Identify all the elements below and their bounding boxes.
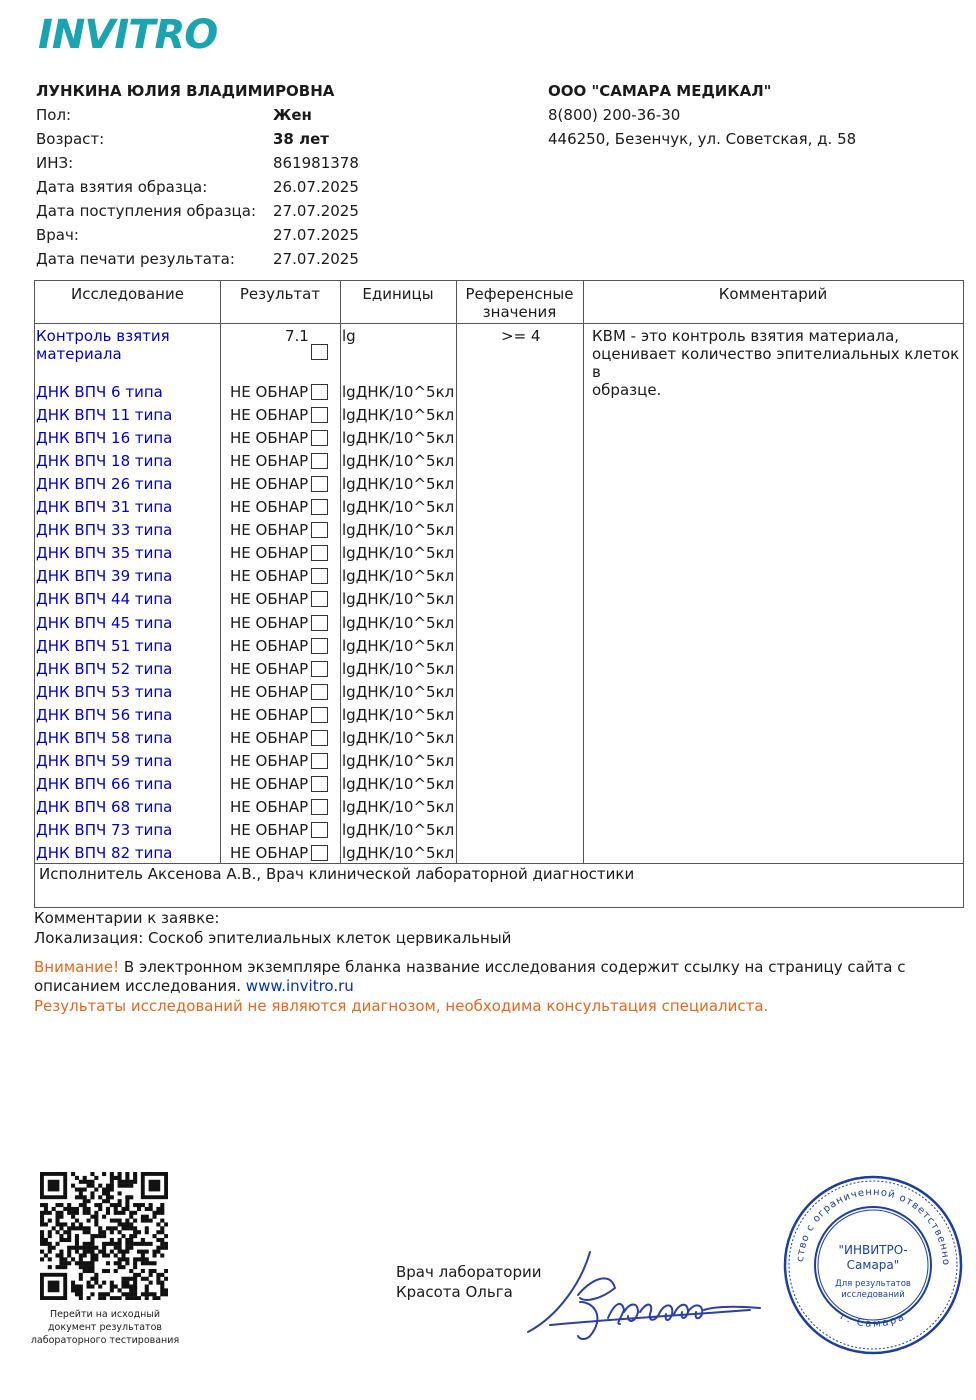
unit-value: lgДНК/10^5кл (342, 797, 455, 816)
table-row (35, 496, 583, 518)
result-checkbox[interactable] (311, 545, 328, 561)
table-row (35, 773, 583, 795)
study-name-link[interactable]: ДНК ВПЧ 33 типа (36, 521, 173, 540)
result-checkbox[interactable] (311, 615, 328, 631)
stamp-line4: исследований (841, 1290, 905, 1300)
field-value-sample-taken: 26.07.2025 (273, 178, 359, 196)
stamp-line1: "ИНВИТРО- (838, 1243, 908, 1257)
invitro-link[interactable]: www.invitro.ru (245, 977, 354, 995)
field-label-print-date: Дата печати результата: (36, 250, 235, 268)
field-label-inz: ИНЗ: (36, 154, 74, 172)
qr-code-image[interactable] (40, 1172, 168, 1300)
result-value: НЕ ОБНАР (230, 659, 309, 678)
table-row (35, 404, 583, 426)
study-name-link[interactable]: ДНК ВПЧ 26 типа (36, 475, 173, 494)
table-row (35, 796, 583, 818)
org-phone: 8(800) 200-36-30 (548, 106, 681, 124)
unit-value: lgДНК/10^5кл (342, 659, 455, 678)
table-row (35, 658, 583, 680)
result-value: НЕ ОБНАР (230, 544, 309, 563)
result-value: НЕ ОБНАР (230, 613, 309, 632)
header-result: Результат (239, 285, 321, 303)
table-row (35, 381, 583, 403)
control-comment-line1: КВМ - это контроль взятия материала, (592, 327, 900, 345)
stamp-city: г. Самара (838, 1311, 908, 1330)
study-name-link[interactable]: ДНК ВПЧ 18 типа (36, 452, 173, 471)
control-result: 7.1 (285, 327, 309, 345)
control-result-checkbox[interactable] (311, 344, 328, 360)
table-row (35, 427, 583, 449)
result-value: НЕ ОБНАР (230, 406, 309, 425)
field-label-age: Возраст: (36, 130, 105, 148)
qr-caption-line2: документ результатов (47, 1322, 163, 1333)
table-row (35, 842, 583, 864)
study-name-link[interactable]: ДНК ВПЧ 58 типа (36, 728, 173, 747)
result-checkbox[interactable] (311, 845, 328, 861)
doctor-name: Красота Ольга (396, 1283, 513, 1301)
unit-value: lgДНК/10^5кл (342, 751, 455, 770)
result-value: НЕ ОБНАР (230, 797, 309, 816)
result-value: НЕ ОБНАР (230, 820, 309, 839)
result-value: НЕ ОБНАР (230, 705, 309, 724)
study-name-link[interactable]: ДНК ВПЧ 68 типа (36, 797, 173, 816)
unit-value: lgДНК/10^5кл (342, 429, 455, 448)
control-comment-line3: образце. (592, 381, 662, 399)
field-value-doctor: 27.07.2025 (273, 226, 359, 244)
doctor-title: Врач лаборатории (396, 1263, 542, 1281)
result-checkbox[interactable] (311, 384, 328, 400)
unit-value: lgДНК/10^5кл (342, 521, 455, 540)
field-value-sex: Жен (273, 106, 312, 124)
result-value: НЕ ОБНАР (230, 636, 309, 655)
table-row (35, 473, 583, 495)
table-row (35, 750, 583, 772)
study-name-link[interactable]: ДНК ВПЧ 39 типа (36, 567, 173, 586)
patient-name: ЛУНКИНА ЮЛИЯ ВЛАДИМИРОВНА (36, 82, 335, 100)
unit-value: lgДНК/10^5кл (342, 682, 455, 701)
comments-title: Комментарии к заявке: (34, 909, 220, 927)
notice-text (34, 958, 964, 996)
unit-value: lgДНК/10^5кл (342, 613, 455, 632)
result-value: НЕ ОБНАР (230, 383, 309, 401)
qr-code[interactable] (40, 1172, 168, 1300)
result-checkbox[interactable] (311, 453, 328, 469)
table-row (35, 704, 583, 726)
field-value-age: 38 лет (273, 130, 329, 148)
control-name[interactable] (36, 327, 170, 363)
unit-value: lgДНК/10^5кл (342, 383, 455, 401)
result-value: НЕ ОБНАР (230, 475, 309, 494)
study-name-link[interactable]: ДНК ВПЧ 35 типа (36, 544, 173, 563)
result-checkbox[interactable] (311, 522, 328, 538)
unit-value: lgДНК/10^5кл (342, 774, 455, 793)
result-checkbox[interactable] (311, 661, 328, 677)
study-name-link[interactable]: ДНК ВПЧ 66 типа (36, 774, 173, 793)
unit-value: lgДНК/10^5кл (342, 498, 455, 517)
result-checkbox[interactable] (311, 799, 328, 815)
header-study: Исследование (71, 285, 184, 303)
unit-value: lgДНК/10^5кл (342, 406, 455, 425)
notice-disclaimer: Результаты исследований не являются диагнозом, необходима консультация специалиста. (34, 997, 769, 1015)
unit-value: lgДНК/10^5кл (342, 544, 455, 563)
results-table (34, 280, 964, 908)
notice-attention: Внимание! (34, 958, 120, 976)
table-row (35, 588, 583, 610)
unit-value: lgДНК/10^5кл (342, 590, 455, 609)
qr-caption-line3: лабораторного тестирования (30, 1335, 180, 1346)
table-row (35, 450, 583, 472)
svg-text:г. Самара (838, 1311, 907, 1330)
header-reference-line2: значения (482, 303, 557, 321)
control-comment (592, 327, 962, 399)
result-value: НЕ ОБНАР (230, 521, 309, 540)
unit-value: lgДНК/10^5кл (342, 475, 455, 494)
table-row (35, 565, 583, 587)
org-address: 446250, Безенчук, ул. Советская, д. 58 (548, 130, 857, 148)
result-checkbox[interactable] (311, 753, 328, 769)
table-row (35, 542, 583, 564)
result-value: НЕ ОБНАР (230, 728, 309, 747)
result-value: НЕ ОБНАР (230, 590, 309, 609)
study-name-link[interactable]: ДНК ВПЧ 59 типа (36, 751, 173, 770)
table-row (35, 635, 583, 657)
unit-value: lgДНК/10^5кл (342, 452, 455, 471)
notice-body: В электронном экземпляре бланка название исследования содержит ссылку на страницу сайта с описанием исследования. (34, 958, 906, 995)
control-name-line2[interactable]: материала (36, 345, 122, 363)
handwritten-signature (520, 1240, 770, 1350)
field-value-print-date: 27.07.2025 (273, 250, 359, 268)
study-name-link[interactable]: ДНК ВПЧ 44 типа (36, 590, 173, 609)
unit-value: lgДНК/10^5кл (342, 844, 455, 862)
control-name-line1[interactable]: Контроль взятия (36, 327, 170, 345)
stamp-line3: Для результатов (835, 1279, 911, 1289)
result-value: НЕ ОБНАР (230, 567, 309, 586)
field-value-sample-received: 27.07.2025 (273, 202, 359, 220)
result-checkbox[interactable] (311, 476, 328, 492)
header-reference-line1: Референсные (465, 285, 574, 303)
field-label-sample-received: Дата поступления образца: (36, 202, 256, 220)
study-name-link[interactable]: ДНК ВПЧ 82 типа (36, 844, 173, 862)
header-units: Единицы (362, 285, 434, 303)
result-value: НЕ ОБНАР (230, 452, 309, 471)
result-value: НЕ ОБНАР (230, 751, 309, 770)
result-checkbox[interactable] (311, 730, 328, 746)
result-checkbox[interactable] (311, 407, 328, 423)
table-row (35, 727, 583, 749)
result-value: НЕ ОБНАР (230, 682, 309, 701)
study-name-link[interactable]: ДНК ВПЧ 73 типа (36, 820, 173, 839)
unit-value: lgДНК/10^5кл (342, 636, 455, 655)
study-name-link[interactable]: ДНК ВПЧ 45 типа (36, 613, 173, 632)
official-stamp (778, 1170, 968, 1360)
stamp-line2: Самара" (846, 1258, 900, 1272)
invitro-logo: INVITRO (38, 12, 218, 58)
unit-value: lgДНК/10^5кл (342, 820, 455, 839)
qr-caption (30, 1308, 180, 1347)
result-checkbox[interactable] (311, 707, 328, 723)
result-checkbox[interactable] (311, 638, 328, 654)
study-name-link[interactable]: ДНК ВПЧ 53 типа (36, 682, 173, 701)
field-value-inz: 861981378 (273, 154, 359, 172)
control-reference: >= 4 (501, 327, 541, 345)
study-name-link[interactable]: ДНК ВПЧ 51 типа (36, 636, 173, 655)
study-name-link[interactable]: ДНК ВПЧ 6 типа (36, 383, 163, 401)
table-row (35, 519, 583, 541)
executor-line: Исполнитель Аксенова А.В., Врач клинической лабораторной диагностики (39, 865, 635, 883)
result-checkbox[interactable] (311, 822, 328, 838)
unit-value: lgДНК/10^5кл (342, 728, 455, 747)
study-name-link[interactable]: ДНК ВПЧ 31 типа (36, 498, 173, 517)
study-name-link[interactable]: ДНК ВПЧ 52 типа (36, 659, 173, 678)
control-unit: lg (342, 327, 356, 345)
table-row (35, 612, 583, 634)
result-checkbox[interactable] (311, 499, 328, 515)
stamp-outer-text: ство с ограниченной ответственно (795, 1186, 952, 1267)
field-label-sex: Пол: (36, 106, 72, 124)
header-comment: Комментарий (718, 285, 828, 303)
result-checkbox[interactable] (311, 684, 328, 700)
result-checkbox[interactable] (311, 430, 328, 446)
result-value: НЕ ОБНАР (230, 774, 309, 793)
result-checkbox[interactable] (311, 591, 328, 607)
study-name-link[interactable]: ДНК ВПЧ 11 типа (36, 406, 173, 425)
study-name-link[interactable]: ДНК ВПЧ 56 типа (36, 705, 173, 724)
study-name-link[interactable]: ДНК ВПЧ 16 типа (36, 429, 173, 448)
org-name: ООО "САМАРА МЕДИКАЛ" (548, 82, 772, 100)
result-checkbox[interactable] (311, 568, 328, 584)
result-value: НЕ ОБНАР (230, 429, 309, 448)
result-value: НЕ ОБНАР (230, 844, 309, 862)
comments-localization: Локализация: Соскоб эпителиальных клеток цервикальный (34, 929, 512, 947)
field-label-sample-taken: Дата взятия образца: (36, 178, 208, 196)
unit-value: lgДНК/10^5кл (342, 705, 455, 724)
unit-value: lgДНК/10^5кл (342, 567, 455, 586)
result-value: НЕ ОБНАР (230, 498, 309, 517)
qr-caption-line1: Перейти на исходный (49, 1309, 161, 1320)
control-comment-line2: оценивает количество эпителиальных клеток в (592, 345, 960, 381)
result-checkbox[interactable] (311, 776, 328, 792)
header-reference (456, 285, 583, 321)
table-row (35, 681, 583, 703)
table-row (35, 819, 583, 841)
field-label-doctor: Врач: (36, 226, 79, 244)
